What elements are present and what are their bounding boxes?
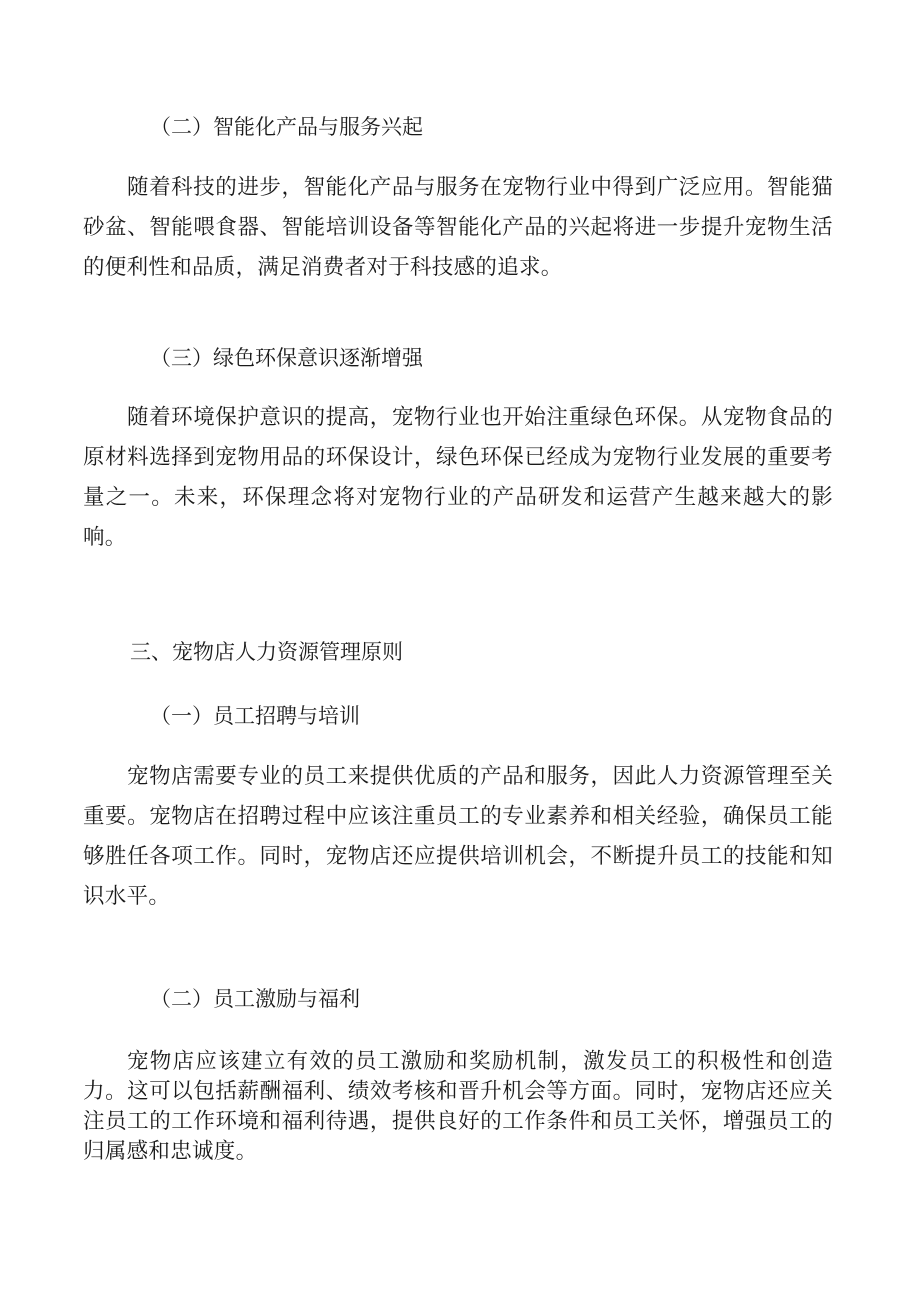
section-heading-recruitment-training: （一）员工招聘与培训 [150, 704, 360, 728]
chapter-heading-hr-principles: 三、宠物店人力资源管理原则 [130, 640, 403, 664]
section-heading-green-awareness: （三）绿色环保意识逐渐增强 [150, 346, 423, 370]
paragraph-green-awareness: 随着环境保护意识的提高，宠物行业也开始注重绿色环保。从宠物食品的原材料选择到宠物用品的环保设计，绿色环保已经成为宠物行业发展的重要考量之一。未来，环保理念将对宠物行业的产品研发和运营产生越来越大的影响。 [83, 405, 833, 550]
section-heading-smart-products: （二）智能化产品与服务兴起 [150, 115, 423, 139]
paragraph-smart-products: 随着科技的进步，智能化产品与服务在宠物行业中得到广泛应用。智能猫砂盆、智能喂食器、智能培训设备等智能化产品的兴起将进一步提升宠物生活的便利性和品质，满足消费者对于科技感的追求。 [83, 175, 833, 280]
paragraph-incentives-benefits: 宠物店应该建立有效的员工激励和奖励机制，激发员工的积极性和创造力。这可以包括薪酬福利、绩效考核和晋升机会等方面。同时，宠物店还应关注员工的工作环境和福利待遇，提供良好的工作条件和员工关怀，增强员工的归属感和忠诚度。 [83, 1049, 833, 1164]
paragraph-recruitment-training: 宠物店需要专业的员工来提供优质的产品和服务，因此人力资源管理至关重要。宠物店在招聘过程中应该注重员工的专业素养和相关经验，确保员工能够胜任各项工作。同时，宠物店还应提供培训机会，不断提升员工的技能和知识水平。 [83, 764, 833, 909]
section-heading-incentives-benefits: （二）员工激励与福利 [150, 987, 360, 1011]
